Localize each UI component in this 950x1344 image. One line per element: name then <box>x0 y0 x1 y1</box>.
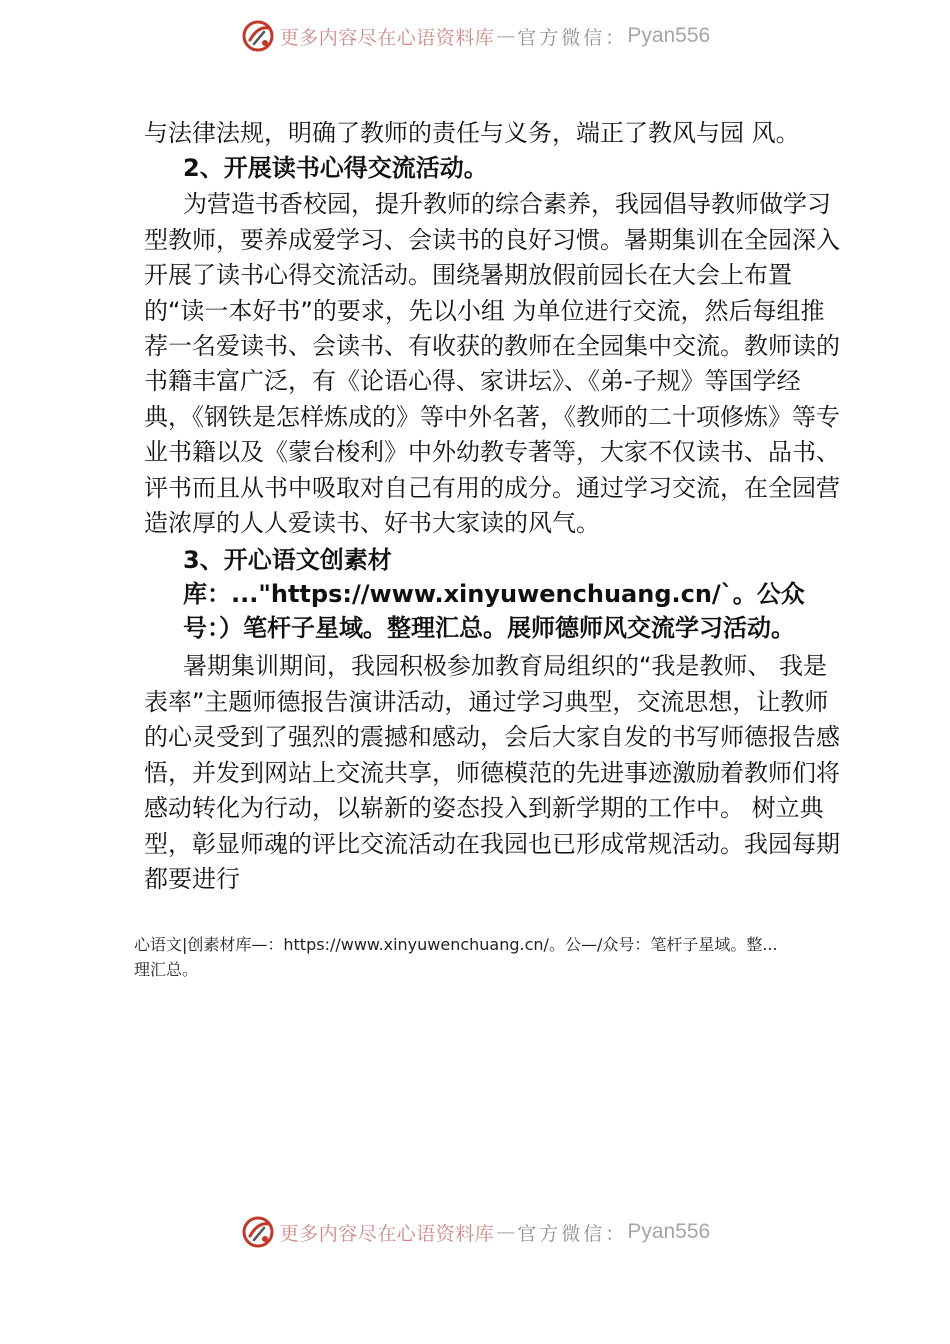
footnote-line-1: 心语文|创素材库—：https://www.xinyuwenchuang.cn/。公—/众号：笔杆子星域。整... <box>134 935 778 954</box>
footer-banner <box>0 1212 950 1252</box>
header-banner-dash: — <box>496 25 516 47</box>
intro-line: 与法律法规，明确了教师的责任与义务，端正了教风与园 风。 <box>144 119 800 147</box>
footer-banner-text: 更多内容尽在心语资料库 <box>279 1222 495 1245</box>
ethics-paragraph: 暑期集训期间，我园积极参加教育局组织的“我是教师、 我是表率”主题师德报告演讲活动，通过学习典型，交流思想，让教师的心灵受到了强烈的震撼和感动，会后大家自发的书写师德报告感悟，并发到网站上交流共享，师德模范的先进事迹激励着教师们将感动转化为行动，以崭新的姿态投入到新学期的工作中。 树立典型，彰显师魂的评比交流活动在我园也已形成常规活动。我园每期都要进行 <box>144 652 840 893</box>
header-banner-text: 更多内容尽在心语资料库 <box>279 26 495 49</box>
footnote-line-2: 理汇总。 <box>134 960 199 979</box>
footer-wechat-id: Pyan556 <box>627 1220 711 1243</box>
header-banner <box>0 16 950 56</box>
footer-wechat-label: 官方微信： <box>517 1222 628 1245</box>
header-wechat-label: 官方微信： <box>517 26 628 49</box>
section-heading-2: 2、开展读书心得交流活动。 <box>183 154 488 183</box>
brand-logo-icon <box>240 1214 276 1250</box>
source-footnote <box>134 932 846 982</box>
reading-paragraph: 为营造书香校园，提升教师的综合素养，我园倡导教师做学习型教师，要养成爱学习、会读书的良好习惯。暑期集训在全园深入开展了读书心得交流活动。围绕暑期放假前园长在大会上布置的“读一本好书”的要求，先以小组 为单位进行交流，然后每组推荐一名爱读书、会读书、有收获的教师在全园集中交流。教师读的书籍丰富广泛，有《论语心得、家讲坛》、《弟-子规》等国学经典，《钢铁是怎样炼成的》等中外名著，《教师的二十项修炼》等专业书籍以及《蒙台梭利》中外幼教专著等，大家不仅读书、品书、评书而且从书中吸取对自己有用的成分。通过学习交流，在全园营造浓厚的人人爱读书、好书大家读的风气。 <box>144 190 840 538</box>
header-wechat-id: Pyan556 <box>627 24 711 47</box>
section-heading-3: 3、开心语文创素材库：..."https://www.xinyuwenchuang.cn/`。公众号：）笔杆子星域。整理汇总。展师德师风交流学习活动。 <box>183 546 805 643</box>
document-body <box>144 116 844 897</box>
brand-logo-icon <box>240 18 276 54</box>
footer-banner-dash: — <box>496 1221 516 1243</box>
